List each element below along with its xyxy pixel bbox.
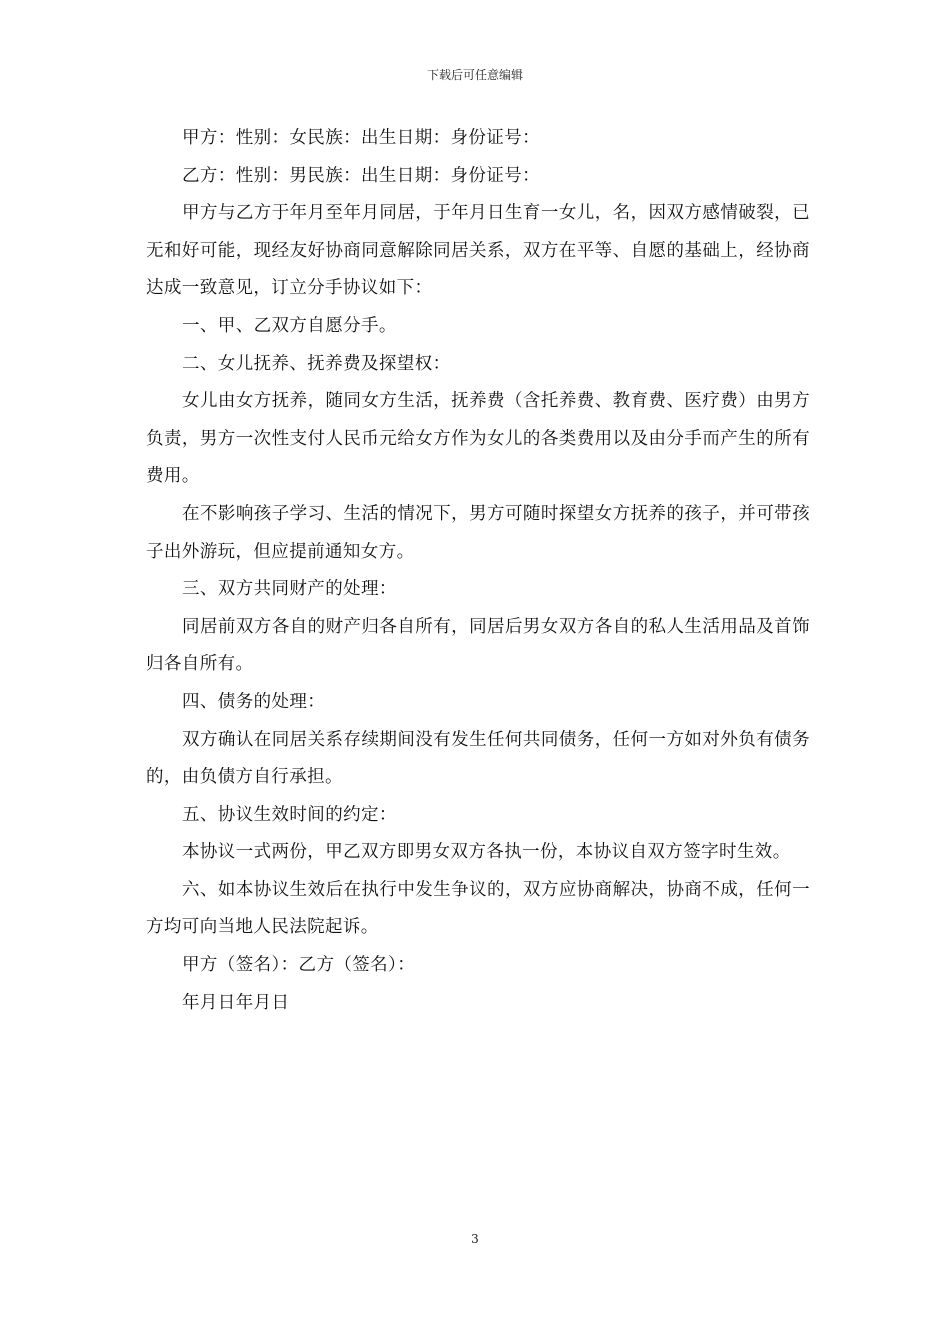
signature-line: 甲方（签名）：乙方（签名）： xyxy=(182,955,416,976)
clause-2-heading: 二、女儿抚养、抚养费及探望权： xyxy=(182,353,451,374)
page-number: 3 xyxy=(471,1232,479,1246)
clause-1: 一、甲、乙双方自愿分手。 xyxy=(182,315,397,336)
clause-2-visitation: 在不影响孩子学习、生活的情况下，男方可随时探望女方抚养的孩子，并可带孩子出外游玩，但应提前通知女方。 xyxy=(146,503,810,562)
clause-4-heading: 四、债务的处理： xyxy=(182,691,326,712)
party-b-info: 乙方：性别：男民族：出生日期：身份证号： xyxy=(182,165,540,186)
party-a-info: 甲方：性别：女民族：出生日期：身份证号： xyxy=(182,128,540,148)
clause-3-property: 同居前双方各自的财产归各自所有，同居后男女双方各自的私人生活用品及首饰归各自所有。 xyxy=(146,616,810,675)
page-header: 下载后可任意编辑 xyxy=(426,68,523,82)
clause-4-debts: 双方确认在同居关系存续期间没有发生任何共同债务，任何一方如对外负有债务的，由负债方自行承担。 xyxy=(146,729,810,788)
document-body xyxy=(146,120,810,1022)
clause-3-heading: 三、双方共同财产的处理： xyxy=(182,579,397,600)
clause-5-heading: 五、协议生效时间的约定： xyxy=(182,804,397,825)
preamble-paragraph: 甲方与乙方于年月至年月同居，于年月日生育一女儿，名，因双方感情破裂，已无和好可能，现经友好协商同意解除同居关系，双方在平等、自愿的基础上，经协商达成一致意见，订立分手协议如下： xyxy=(146,203,810,299)
date-line: 年月日年月日 xyxy=(182,992,290,1013)
clause-6-disputes: 六、如本协议生效后在执行中发生争议的，双方应协商解决，协商不成，任何一方均可向当地人民法院起诉。 xyxy=(146,879,810,938)
clause-5-effective: 本协议一式两份，甲乙双方即男女双方各执一份，本协议自双方签字时生效。 xyxy=(182,842,791,863)
clause-2-custody: 女儿由女方抚养，随同女方生活，抚养费（含托养费、教育费、医疗费）由男方负责，男方一次性支付人民币元给女方作为女儿的各类费用以及由分手而产生的所有费用。 xyxy=(146,391,810,487)
